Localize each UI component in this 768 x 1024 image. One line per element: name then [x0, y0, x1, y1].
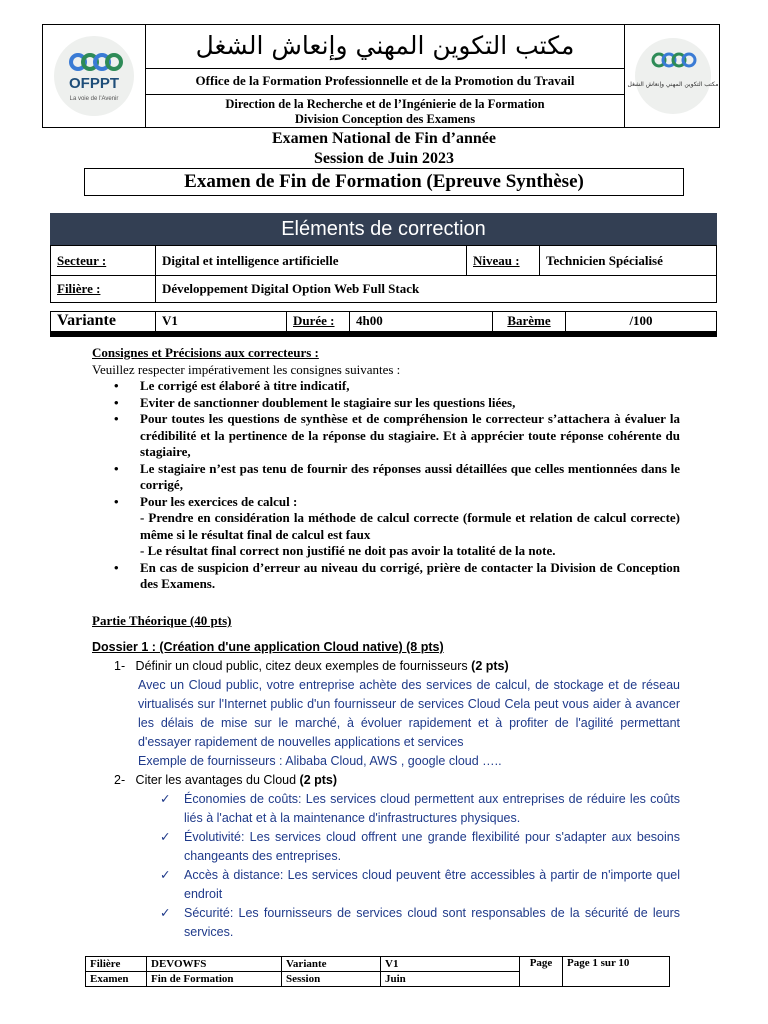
q2-number: 2-: [114, 773, 126, 787]
footer-page: Page 1 sur 10: [563, 957, 670, 987]
consigne-item: • Pour toutes les questions de synthèse et de compréhension le correcteur s’attachera à évaluer la crédibilité et la pertinence de la réponse du stagiaire. Et à apprécier toute réponse cohérente du stagiaire,: [114, 411, 680, 459]
niveau-value: Technicien Spécialisé: [540, 246, 717, 276]
footer-session: Juin: [381, 972, 520, 987]
footer-examen-label: Examen: [86, 972, 147, 987]
niveau-label: Niveau :: [467, 246, 540, 276]
footer-filiere-label: Filière: [86, 957, 147, 972]
q2-item: ✓ Sécurité: Les fournisseurs de services cloud sont responsables de la sécurité de leurs services.: [160, 906, 680, 939]
exam-session: Session de Juin 2023: [313, 150, 455, 167]
check-icon: ✓: [160, 830, 171, 844]
consigne-item: • Pour les exercices de calcul : - Prendre en considération la méthode de calcul correcte (formule et relation de calcul correcte) même si le résultat final de calcul est faux - Le résultat final correct non justifié ne doit pas avoir la totalité de la note.: [114, 493, 680, 558]
q1-answer: Avec un Cloud public, votre entreprise achète des services de calcul, de stockage et de réseau virtualisés sur l'Internet public d'un fournisseur de services Cloud Cela peut vous aider à avancer les délais de mise sur le marché, à évoluer rapidement et à profiter de l'agilité permettant d'essayer rapidement de nouvelles applications et services: [138, 678, 680, 749]
calc-note-2: - Le résultat final correct non justifié ne doit pas avoir la totalité de la note.: [140, 543, 556, 558]
division-title: Division Conception des Examens: [294, 112, 476, 126]
footer-examen: Fin de Formation: [147, 972, 282, 987]
bareme-label: Barème: [493, 312, 566, 334]
ofppt-logo-right: [624, 24, 720, 128]
duree-label: Durée :: [287, 312, 350, 334]
variante-value: V1: [156, 312, 287, 334]
secteur-label: Secteur :: [51, 246, 156, 276]
secteur-value: Digital et intelligence artificielle: [156, 246, 467, 276]
q2-item: ✓ Accès à distance: Les services cloud peuvent être accessibles à partir de n'importe quel endroit: [160, 868, 680, 901]
filiere-label: Filière :: [51, 276, 156, 303]
ofppt-logo-right-icon: [625, 24, 721, 128]
filiere-value: Développement Digital Option Web Full Stack: [156, 276, 717, 303]
logo-text: OFPPT: [68, 75, 120, 92]
consigne-item: • Le stagiaire n’est pas tenu de fournir des réponses aussi détaillées que celles mentionnées dans le corrigé,: [114, 460, 680, 492]
logo-tagline: La voie de l'Avenir: [69, 96, 119, 102]
footer-variante: V1: [381, 957, 520, 972]
check-icon: ✓: [160, 868, 171, 882]
direction-block: [146, 94, 624, 128]
exam-box-title: Examen de Fin de Formation (Epreuve Synthèse): [84, 168, 684, 196]
bareme-value: /100: [566, 312, 717, 334]
consigne-item: • Eviter de sanctionner doublement le stagiaire sur les questions liées,: [114, 394, 516, 410]
logo-right-text: مكتب التكوين المهني وإنعاش الشغل: [627, 81, 719, 88]
footer-session-label: Session: [282, 972, 381, 987]
consignes-section: [92, 345, 680, 593]
calc-note-1: - Prendre en considération la méthode de calcul correcte (formule et relation de calcul correcte) même si le résultat final de calcul est faux: [140, 510, 680, 542]
footer-table: [85, 956, 670, 987]
ofppt-logo-icon: [42, 24, 146, 128]
variante-label: Variante: [51, 312, 156, 334]
footer-page-label: Page: [520, 957, 563, 987]
q2-item: ✓ Économies de coûts: Les services cloud permettent aux entreprises de réduire les coûts liés à l'achat et à la maintenance d'infrastructures physiques.: [160, 792, 680, 825]
exam-title: Examen National de Fin d’année: [271, 130, 496, 147]
footer-variante-label: Variante: [282, 957, 381, 972]
check-icon: ✓: [160, 906, 171, 920]
consigne-item: • Le corrigé est élaboré à titre indicatif,: [114, 378, 350, 393]
dossier-title: Dossier 1 : (Création d'une application Cloud native) (8 pts): [92, 640, 444, 654]
q2-points: (2 pts): [299, 773, 338, 787]
q2-text: Citer les avantages du Cloud: [135, 773, 297, 787]
direction-title: Direction de la Recherche et de l’Ingénierie de la Formation: [225, 97, 545, 111]
question-2: [114, 771, 680, 942]
consigne-item: • En cas de suspicion d’erreur au niveau du corrigé, prière de contacter la Division de Conception des Examens.: [114, 559, 680, 591]
variante-table: [50, 311, 717, 337]
partie-title: Partie Théorique (40 pts): [92, 613, 232, 628]
consignes-title: Consignes et Précisions aux correcteurs :: [92, 345, 319, 360]
consignes-intro: Veuillez respecter impérativement les consignes suivantes :: [92, 361, 401, 377]
arabic-title: مكتب التكوين المهني وإنعاش الشغل: [195, 31, 575, 60]
correction-banner: Eléments de correction: [50, 213, 717, 245]
check-icon: ✓: [160, 792, 171, 806]
q1-points: (2 pts): [471, 659, 509, 673]
ofppt-logo: [42, 24, 146, 128]
office-title: Office de la Formation Professionnelle et de la Promotion du Travail: [146, 68, 624, 94]
duree-value: 4h00: [350, 312, 493, 334]
consignes-list: [92, 378, 680, 593]
footer-filiere: DEVOWFS: [147, 957, 282, 972]
q1-number: 1-: [114, 659, 126, 673]
q1-text: Définir un cloud public, citez deux exemples de fournisseurs: [135, 659, 468, 673]
q1-examples: Exemple de fournisseurs : Alibaba Cloud, AWS , google cloud …..: [138, 754, 502, 768]
question-1: [114, 657, 680, 771]
q2-list: [114, 790, 680, 942]
info-table: [50, 245, 717, 303]
q2-item: ✓ Évolutivité: Les services cloud offrent une grande flexibilité pour s'adapter aux besoins changeants des entreprises.: [160, 830, 680, 863]
